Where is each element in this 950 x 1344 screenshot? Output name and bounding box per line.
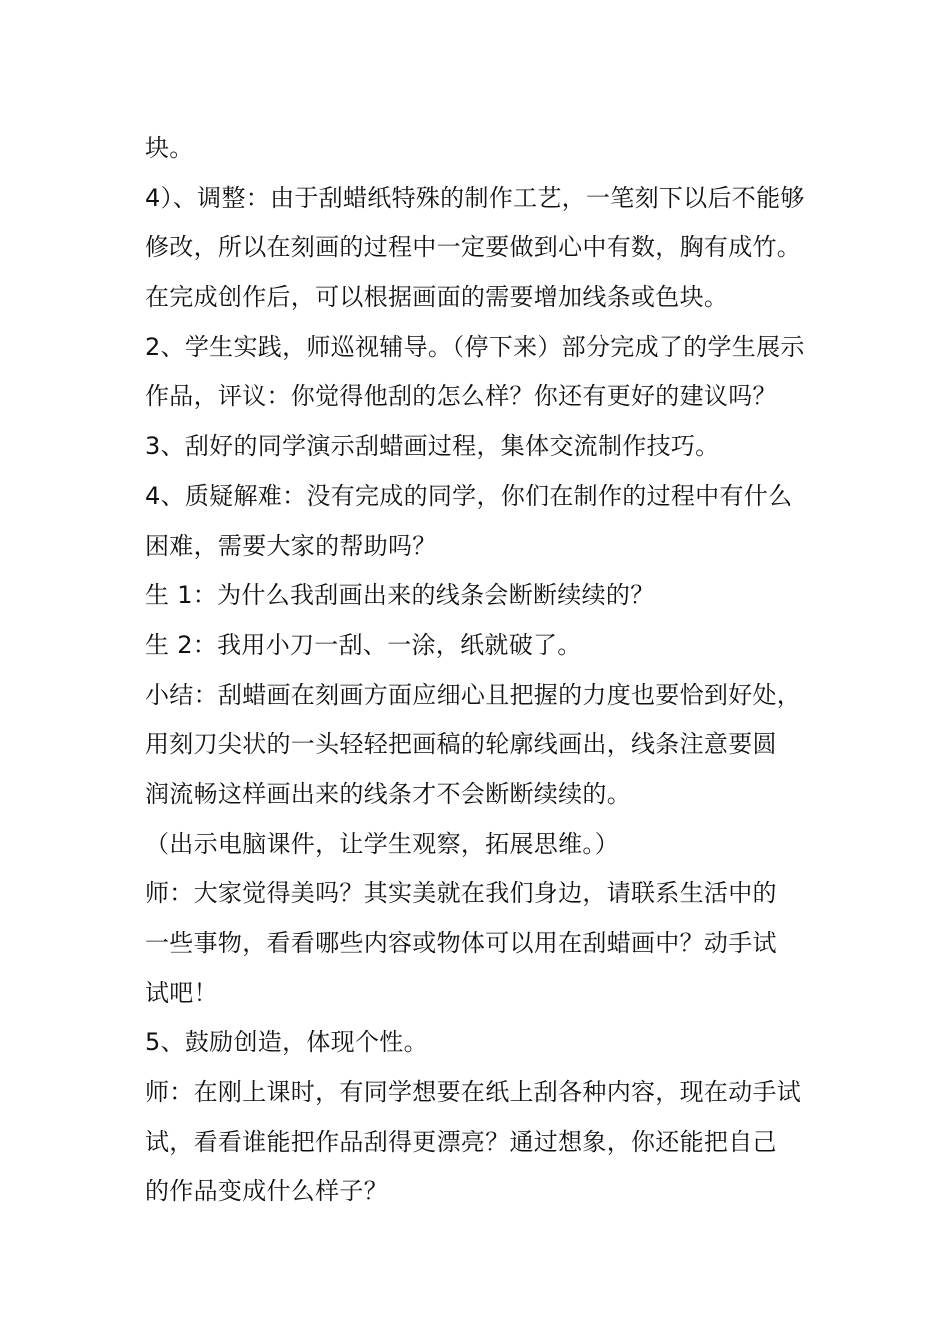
text-line: 小结：刮蜡画在刻画方面应细心且把握的力度也要恰到好处， xyxy=(145,680,802,709)
text-line: 试，看看谁能把作品刮得更漂亮？通过想象，你还能把自己 xyxy=(145,1127,777,1156)
text-line: 师：在刚上课时，有同学想要在纸上刮各种内容，现在动手试 xyxy=(145,1078,802,1107)
document-body xyxy=(145,124,845,1217)
text-line: 块。 xyxy=(145,134,194,162)
text-line: 3、刮好的同学演示刮蜡画过程，集体交流制作技巧。 xyxy=(145,432,720,461)
text-line: 4）、调整：由于刮蜡纸特殊的制作工艺，一笔刻下以后不能够 xyxy=(145,183,805,212)
text-line: 润流畅这样画出来的线条才不会断断续续的。 xyxy=(145,779,631,808)
text-line: 试吧！ xyxy=(145,978,218,1007)
text-line: 2、学生实践，师巡视辅导。（停下来）部分完成了的学生展示 xyxy=(145,332,805,361)
text-line: 作品，评议：你觉得他刮的怎么样？你还有更好的建议吗？ xyxy=(145,382,777,411)
text-line: 在完成创作后，可以根据画面的需要增加线条或色块。 xyxy=(145,283,729,312)
text-line: 用刻刀尖状的一头轻轻把画稿的轮廓线画出，线条注意要圆 xyxy=(145,730,777,759)
text-line: 师：大家觉得美吗？其实美就在我们身边，请联系生活中的 xyxy=(145,879,777,908)
text-line: 生 2：我用小刀一刮、一涂，纸就破了。 xyxy=(145,630,582,659)
text-line: 的作品变成什么样子？ xyxy=(145,1177,388,1206)
text-line: 5、鼓励创造，体现个性。 xyxy=(145,1028,428,1057)
text-line: 修改，所以在刻画的过程中一定要做到心中有数，胸有成竹。 xyxy=(145,233,802,262)
text-line: （出示电脑课件，让学生观察，拓展思维。） xyxy=(145,829,619,858)
text-line: 一些事物，看看哪些内容或物体可以用在刮蜡画中？动手试 xyxy=(145,929,777,957)
text-line: 生 1：为什么我刮画出来的线条会断断续续的？ xyxy=(145,581,655,610)
text-line: 困难，需要大家的帮助吗？ xyxy=(145,531,437,560)
text-line: 4、质疑解难：没有完成的同学，你们在制作的过程中有什么 xyxy=(145,481,793,510)
